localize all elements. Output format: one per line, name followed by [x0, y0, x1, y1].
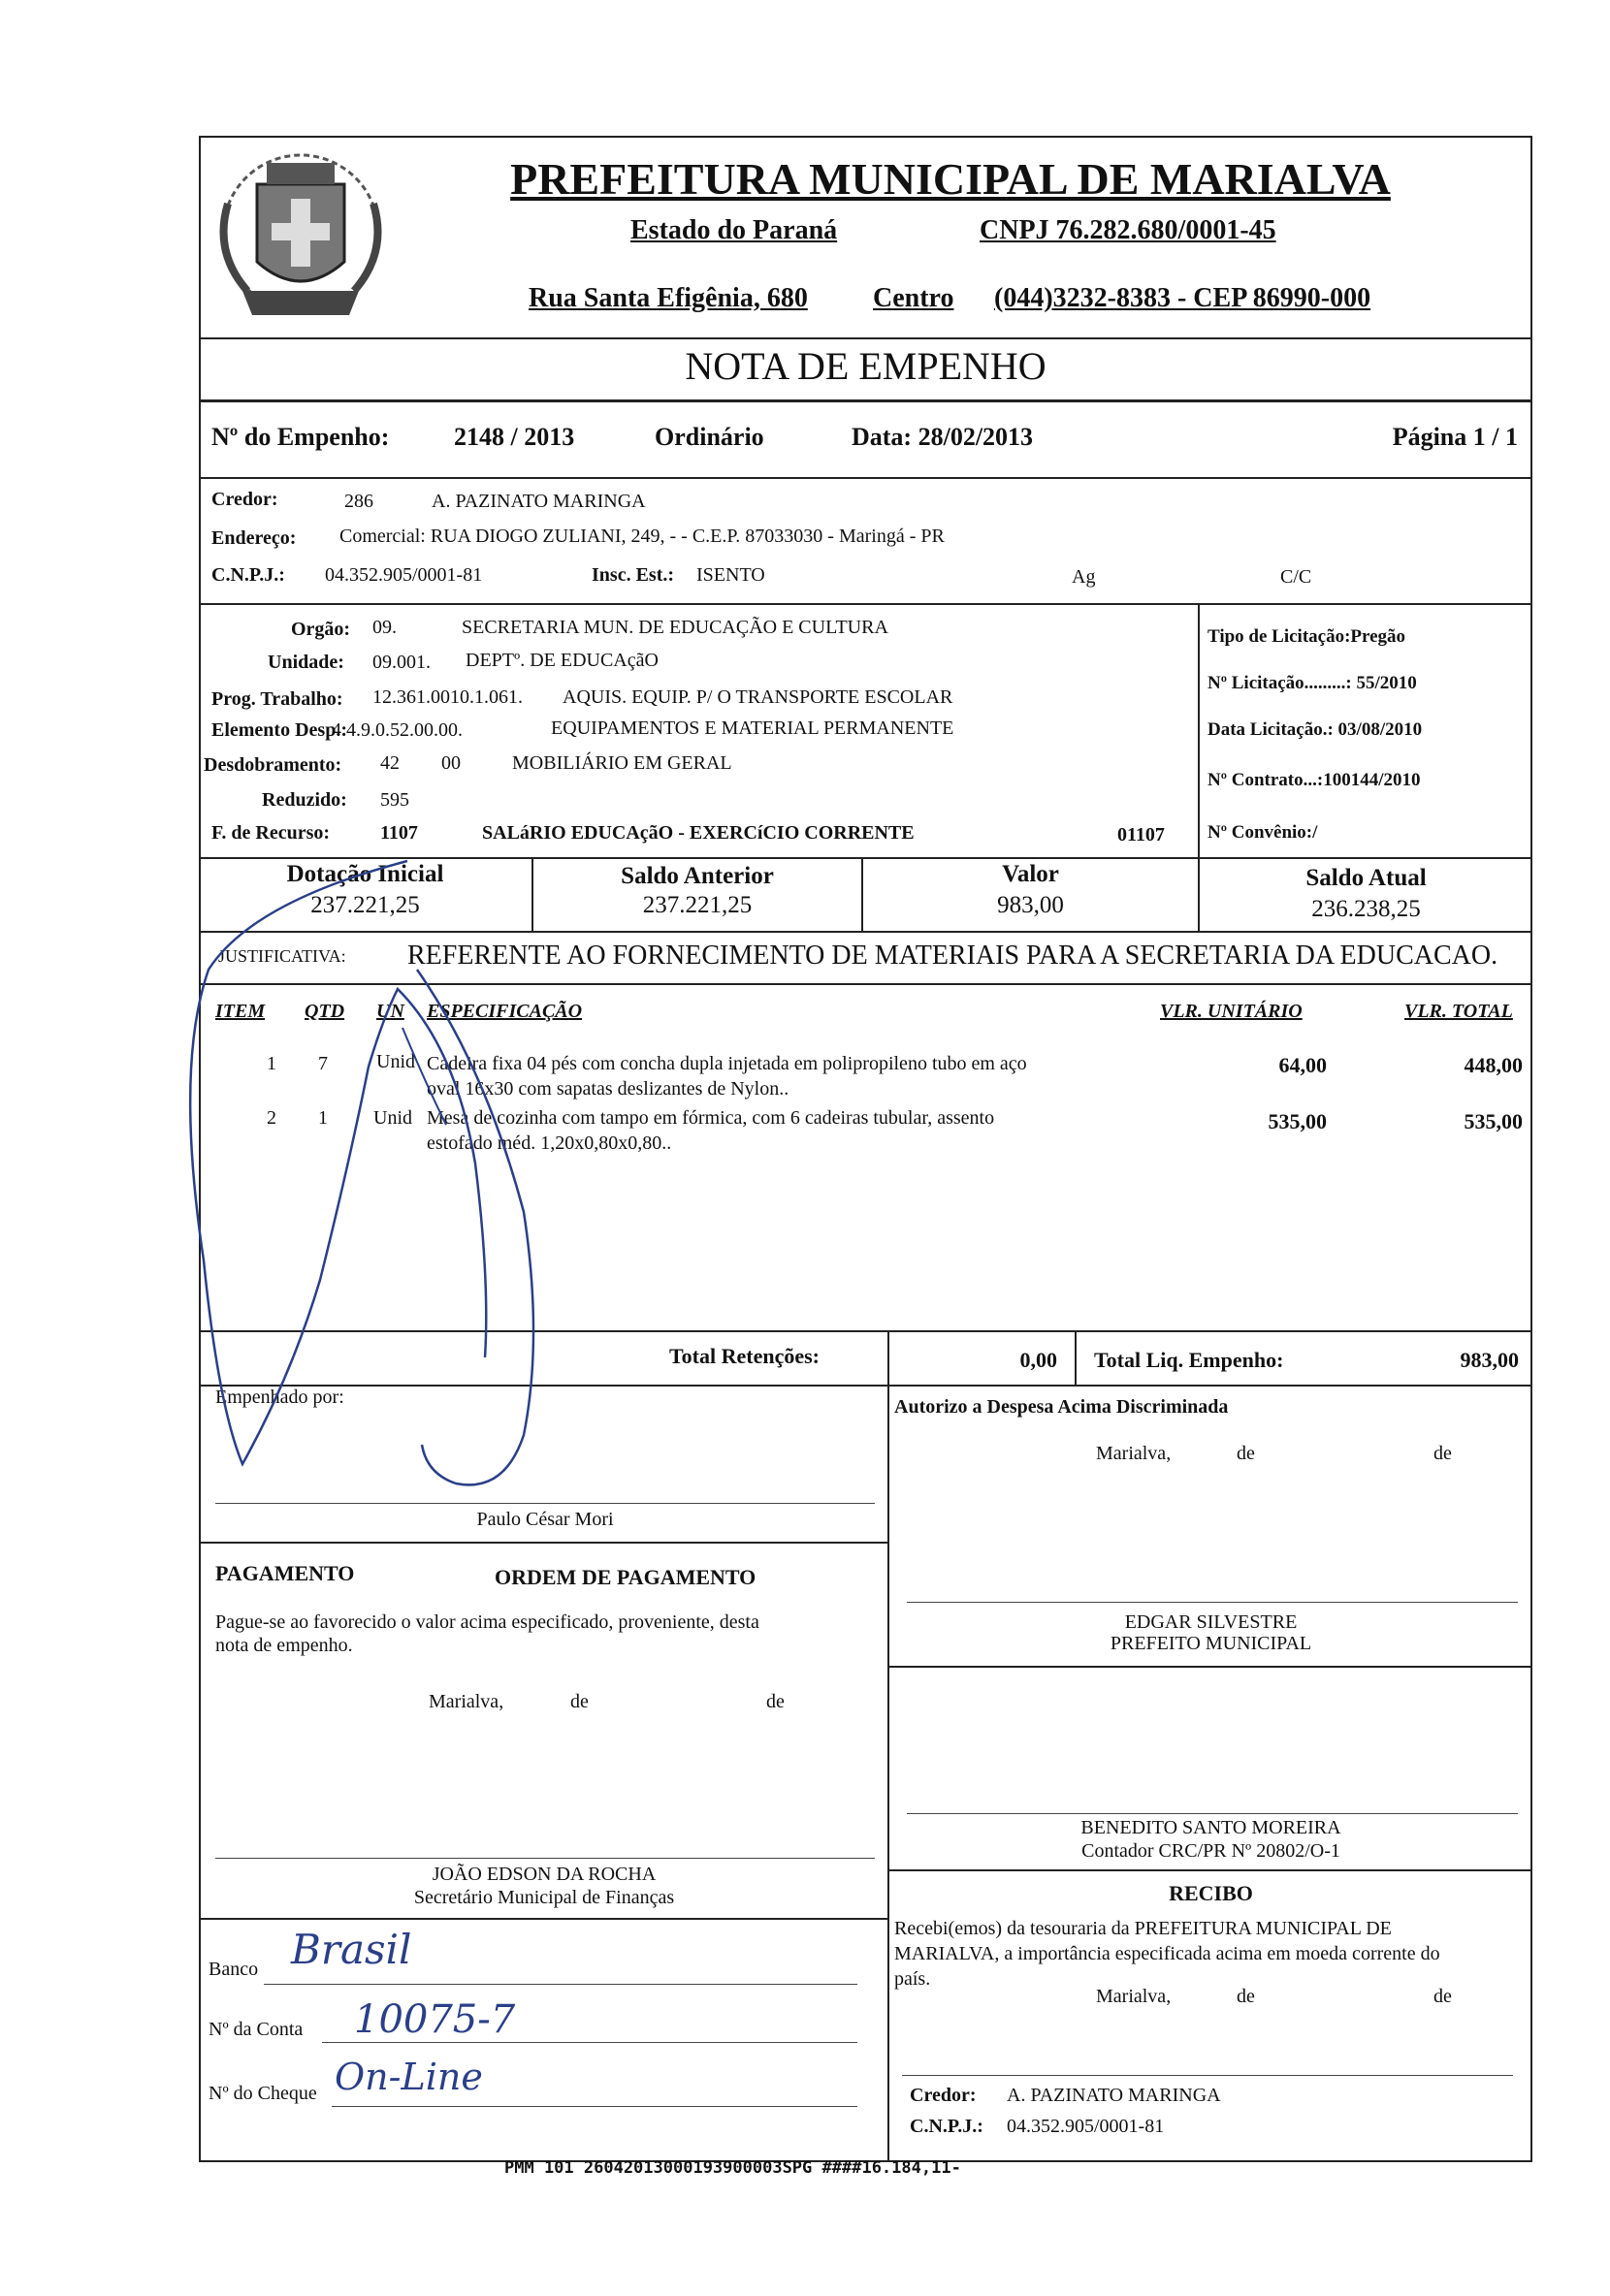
- district: Centro: [873, 283, 954, 313]
- credor-label: Credor:: [211, 489, 278, 510]
- recibo-city: Marialva,: [1096, 1986, 1172, 2007]
- col-un: UN: [376, 1001, 404, 1022]
- col-unit-value: VLR. UNITÁRIO: [1160, 1001, 1303, 1022]
- recibo-credor-name: A. PAZINATO MARINGA: [1007, 2085, 1221, 2106]
- autorizo-de2: de: [1433, 1443, 1452, 1464]
- saldo-atual-label: Saldo Atual: [1305, 865, 1427, 891]
- agency-label: Ag: [1072, 566, 1096, 588]
- conta-label: Nº da Conta: [209, 2019, 304, 2040]
- valor-label: Valor: [1002, 861, 1059, 887]
- tipo-licitacao: Tipo de Licitação:Pregão: [1208, 626, 1406, 647]
- contador-title: Contador CRC/PR Nº 20802/O-1: [1081, 1840, 1340, 1862]
- recibo-title: RECIBO: [1169, 1881, 1253, 1905]
- desdobramento-name: MOBILIÁRIO EM GERAL: [512, 752, 732, 774]
- autorizo-de1: de: [1237, 1443, 1255, 1464]
- reduzido-label: Reduzido:: [262, 789, 347, 811]
- row-spec-line2: estofado méd. 1,20x0,80x0,80..: [427, 1132, 672, 1154]
- desdobramento-label: Desdobramento:: [204, 754, 342, 776]
- prefeito-name: EDGAR SILVESTRE: [1124, 1611, 1298, 1633]
- col-total-value: VLR. TOTAL: [1404, 1001, 1513, 1022]
- credor-address: Comercial: RUA DIOGO ZULIANI, 249, - - C.E.P. 87033030 - Maringá - PR: [339, 526, 945, 547]
- street-address: Rua Santa Efigênia, 680: [529, 283, 808, 313]
- col-spec: ESPECIFICAÇÃO: [427, 1001, 583, 1022]
- row-un: Unid: [373, 1107, 412, 1129]
- recibo-line1: Recebi(emos) da tesouraria da PREFEITURA MUNICIPAL DE: [894, 1918, 1392, 1939]
- row-item: 2: [267, 1107, 276, 1129]
- row-un: Unid: [376, 1051, 415, 1072]
- desdobramento-sub: 00: [441, 752, 461, 774]
- dotacao-value: 237.221,25: [310, 892, 420, 918]
- row-unit-value: 535,00: [1268, 1109, 1327, 1133]
- prog-name: AQUIS. EQUIP. P/ O TRANSPORTE ESCOLAR: [563, 686, 953, 708]
- pagamento-de2: de: [766, 1691, 785, 1712]
- phone-cep: (044)3232-8383 - CEP 86990-000: [994, 283, 1371, 313]
- secretario-name: JOÃO EDSON DA ROCHA: [432, 1864, 657, 1885]
- pagamento-text-line2: nota de empenho.: [215, 1635, 353, 1656]
- dotacao-label: Dotação Inicial: [286, 861, 444, 887]
- valor-value: 983,00: [997, 892, 1064, 918]
- orgao-label: Orgão:: [291, 619, 351, 640]
- footer-code: PMM 101 26042013000193900003SPG ####16.184,11-: [504, 2158, 961, 2178]
- pagamento-label: PAGAMENTO: [215, 1561, 355, 1585]
- col-qtd: QTD: [305, 1001, 345, 1022]
- recibo-cnpj-label: C.N.P.J.:: [910, 2116, 983, 2137]
- secretario-title: Secretário Municipal de Finanças: [413, 1887, 675, 1908]
- pagamento-de1: de: [570, 1691, 589, 1712]
- row-total-value: 448,00: [1464, 1053, 1523, 1077]
- prog-label: Prog. Trabalho:: [211, 688, 343, 710]
- recibo-line3: país.: [894, 1968, 931, 1990]
- recibo-de2: de: [1433, 1986, 1452, 2007]
- empenho-type: Ordinário: [655, 423, 764, 451]
- empenhado-name: Paulo César Mori: [476, 1509, 614, 1530]
- autorizo-city: Marialva,: [1096, 1443, 1172, 1464]
- pagamento-text-line1: Pague-se ao favorecido o valor acima especificado, proveniente, desta: [215, 1611, 759, 1633]
- liquido-value: 983,00: [1460, 1348, 1519, 1372]
- elemento-code: 4.4.9.0.52.00.00.: [332, 719, 463, 741]
- credor-code: 286: [344, 491, 373, 512]
- unidade-label: Unidade:: [268, 652, 344, 673]
- cnpj-label: C.N.P.J.:: [211, 564, 285, 586]
- recibo-de1: de: [1237, 1986, 1255, 2007]
- orgao-code: 09.: [372, 617, 397, 638]
- fonte-label: F. de Recurso:: [211, 822, 331, 844]
- empenho-date: Data: 28/02/2013: [852, 423, 1034, 451]
- page-number: Página 1 / 1: [1392, 423, 1518, 451]
- numero-convenio: Nº Convênio:/: [1208, 822, 1318, 843]
- empenho-number: 2148 / 2013: [454, 423, 575, 451]
- elemento-name: EQUIPAMENTOS E MATERIAL PERMANENTE: [551, 718, 954, 739]
- banco-label: Banco: [209, 1959, 259, 1980]
- empenho-label: Nº do Empenho:: [211, 423, 390, 451]
- desdobramento-code: 42: [380, 752, 400, 774]
- justificativa-text: REFERENTE AO FORNECIMENTO DE MATERIAIS PARA A SECRETARIA DA EDUCACAO.: [407, 941, 1498, 971]
- banco-value: Brasil: [291, 1926, 412, 1973]
- unidade-code: 09.001.: [372, 652, 431, 673]
- state-name: Estado do Paraná: [630, 215, 838, 245]
- contador-name: BENEDITO SANTO MOREIRA: [1080, 1817, 1341, 1838]
- data-licitacao: Data Licitação.: 03/08/2010: [1208, 719, 1423, 740]
- row-spec-line2: oval 16x30 com sapatas deslizantes de Nylon..: [427, 1078, 789, 1100]
- elemento-label: Elemento Desp.:: [211, 719, 347, 741]
- fonte-name: SALáRIO EDUCAçãO - EXERCíCIO CORRENTE: [482, 822, 915, 844]
- credor-cnpj: 04.352.905/0001-81: [325, 564, 483, 586]
- row-unit-value: 64,00: [1278, 1053, 1327, 1077]
- saldo-anterior-value: 237.221,25: [642, 892, 753, 918]
- address-label: Endereço:: [211, 527, 297, 549]
- fonte-code2: 01107: [1117, 824, 1165, 845]
- numero-contrato: Nº Contrato...:100144/2010: [1208, 770, 1421, 790]
- row-qtd: 1: [318, 1107, 328, 1129]
- conta-value: 10075-7: [354, 1997, 516, 2042]
- prefeito-title: PREFEITO MUNICIPAL: [1110, 1633, 1312, 1654]
- org-title: PREFEITURA MUNICIPAL DE MARIALVA: [510, 154, 1391, 204]
- row-total-value: 535,00: [1464, 1109, 1523, 1133]
- retencoes-label: Total Retenções:: [669, 1344, 820, 1368]
- fonte-code: 1107: [380, 822, 418, 844]
- row-spec-line1: Mesa de cozinha com tampo em fórmica, com 6 cadeiras tubular, assento: [427, 1107, 995, 1129]
- empenhado-label: Empenhado por:: [215, 1387, 344, 1408]
- pagamento-city: Marialva,: [429, 1691, 504, 1712]
- cheque-value: On-Line: [335, 2056, 483, 2098]
- row-spec-line1: Cadeira fixa 04 pés com concha dupla injetada em polipropileno tubo em aço: [427, 1053, 1027, 1074]
- unidade-name: DEPTº. DE EDUCAçãO: [466, 650, 659, 671]
- doc-title: NOTA DE EMPENHO: [685, 344, 1046, 388]
- row-qtd: 7: [318, 1053, 328, 1074]
- autorizo-text: Autorizo a Despesa Acima Discriminada: [894, 1396, 1229, 1418]
- cheque-label: Nº do Cheque: [209, 2083, 317, 2104]
- account-label: C/C: [1280, 566, 1312, 588]
- recibo-line2: MARIALVA, a importância especificada acima em moeda corrente do: [894, 1943, 1440, 1964]
- insc-label: Insc. Est.:: [592, 564, 675, 586]
- ordem-pagamento-title: ORDEM DE PAGAMENTO: [495, 1565, 757, 1589]
- reduzido-code: 595: [380, 789, 409, 811]
- orgao-name: SECRETARIA MUN. DE EDUCAÇÃO E CULTURA: [462, 617, 888, 638]
- row-item: 1: [267, 1053, 276, 1074]
- retencoes-value: 0,00: [1019, 1348, 1057, 1372]
- liquido-label: Total Liq. Empenho:: [1094, 1348, 1284, 1372]
- insc-value: ISENTO: [696, 564, 765, 586]
- justificativa-label: JUSTIFICATIVA:: [218, 946, 346, 966]
- recibo-credor-label: Credor:: [910, 2085, 977, 2106]
- recibo-cnpj: 04.352.905/0001-81: [1007, 2116, 1165, 2137]
- credor-name: A. PAZINATO MARINGA: [432, 491, 646, 512]
- numero-licitacao: Nº Licitação.........: 55/2010: [1208, 673, 1417, 693]
- cnpj-header: CNPJ 76.282.680/0001-45: [980, 215, 1276, 245]
- prog-code: 12.361.0010.1.061.: [372, 686, 523, 708]
- saldo-atual-value: 236.238,25: [1311, 896, 1421, 922]
- col-item: ITEM: [215, 1001, 266, 1022]
- saldo-anterior-label: Saldo Anterior: [621, 863, 774, 889]
